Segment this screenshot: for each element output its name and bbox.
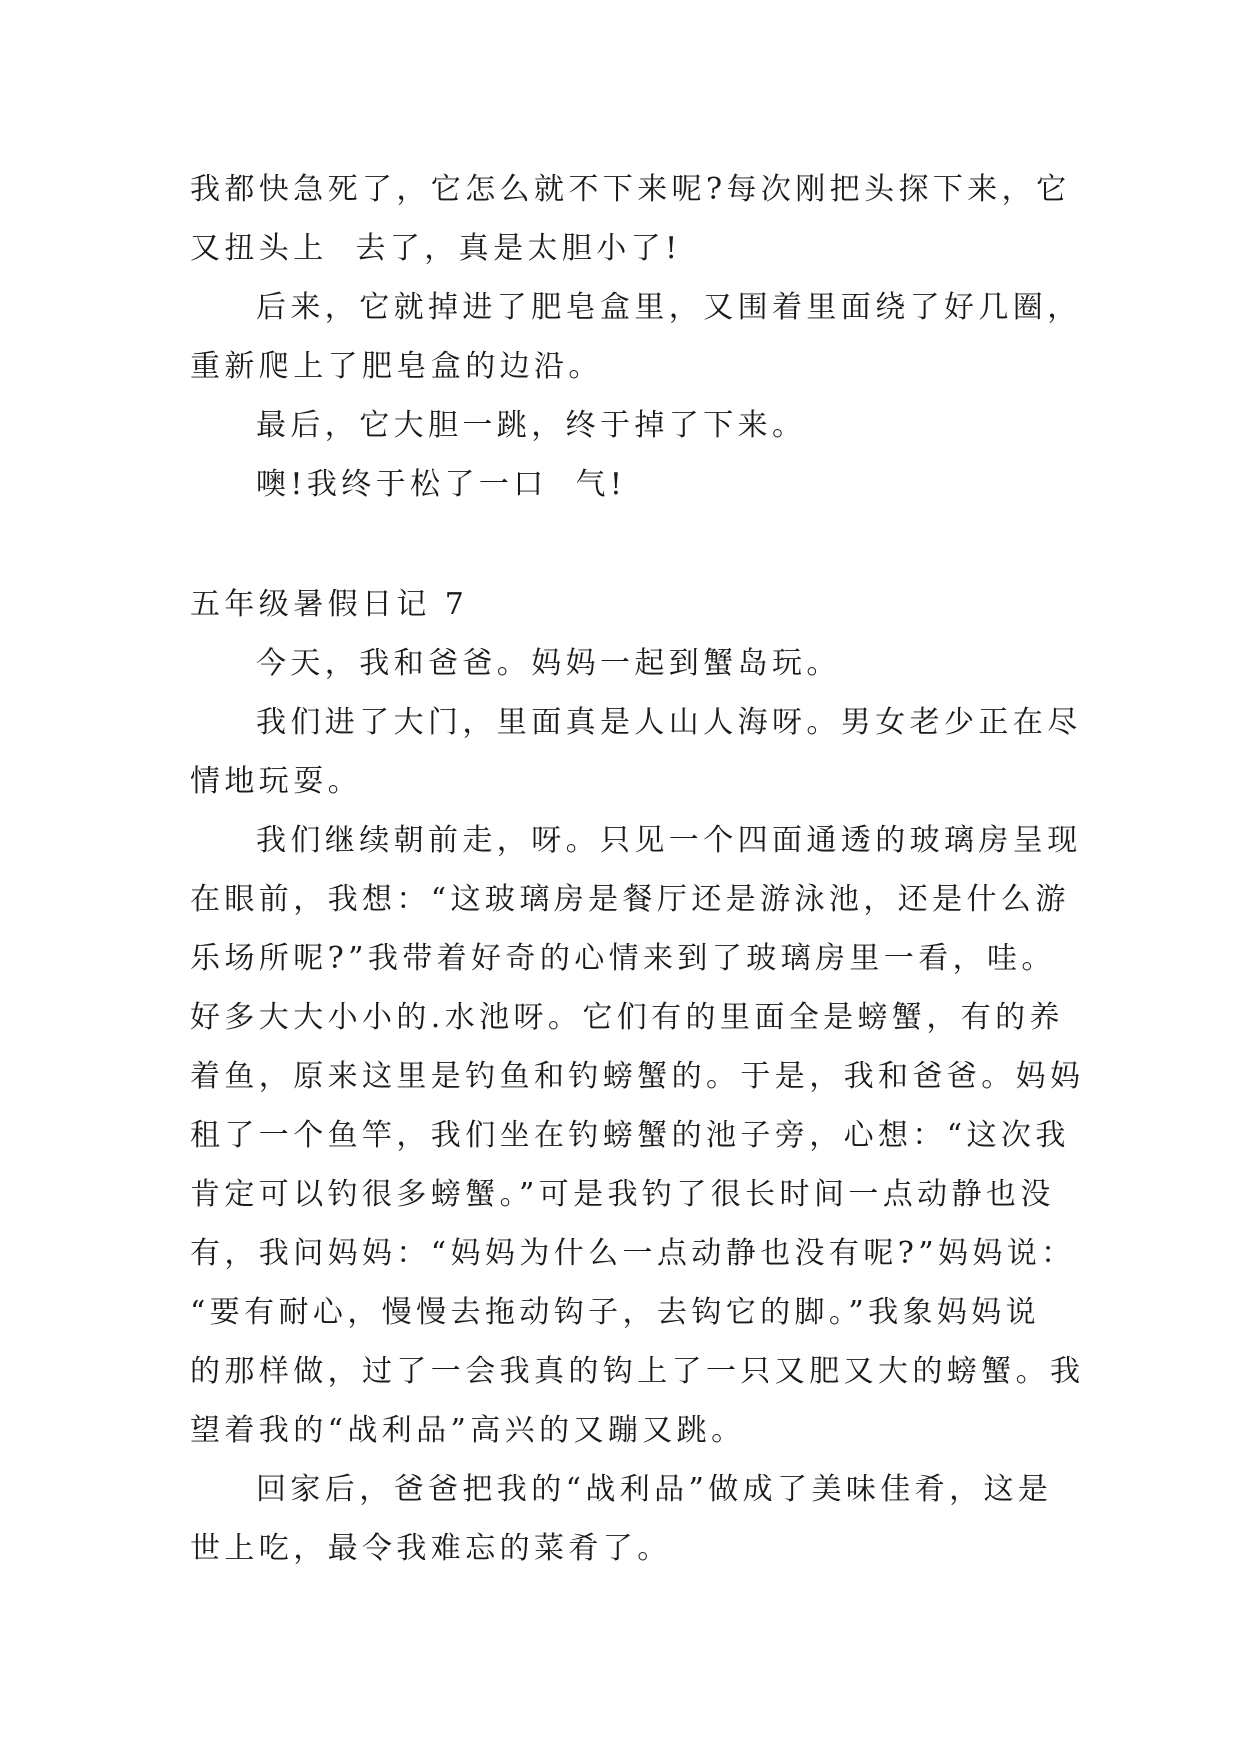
paragraph-line: 乐场所呢?”我带着好奇的心情来到了玻璃房里一看，哇。 <box>190 941 1056 976</box>
paragraph-line: 今天，我和爸爸。妈妈一起到蟹岛玩。 <box>256 646 841 681</box>
paragraph-line: 有，我问妈妈：“妈妈为什么一点动静也没有呢?”妈妈说： <box>190 1236 1076 1271</box>
paragraph-line: 又扭头上 去了，真是太胆小了! <box>190 231 682 266</box>
paragraph-line: 我们继续朝前走，呀。只见一个四面通透的玻璃房呈现 <box>256 823 1082 858</box>
paragraph-line: 在眼前，我想：“这玻璃房是餐厅还是游泳池，还是什么游 <box>190 882 1070 917</box>
paragraph-line: 最后，它大胆一跳，终于掉了下来。 <box>256 408 807 443</box>
paragraph-line: 我们进了大门，里面真是人山人海呀。男女老少正在尽 <box>256 705 1082 740</box>
paragraph-line: 重新爬上了肥皂盒的边沿。 <box>190 349 603 384</box>
paragraph-line: 租了一个鱼竿，我们坐在钓螃蟹的池子旁，心想：“这次我 <box>190 1118 1070 1153</box>
paragraph-line: 噢!我终于松了一口 气! <box>256 467 627 502</box>
paragraph-line: 后来，它就掉进了肥皂盒里，又围着里面绕了好几圈， <box>256 290 1082 325</box>
paragraph-line: 情地玩耍。 <box>190 764 362 799</box>
paragraph-line: 的那样做，过了一会我真的钩上了一只又肥又大的螃蟹。我 <box>190 1354 1085 1389</box>
paragraph-line: 我都快急死了，它怎么就不下来呢?每次刚把头探下来，它 <box>190 172 1071 207</box>
section-gap <box>190 514 1055 575</box>
previous-diary-ending <box>190 160 1082 514</box>
paragraph-line: 好多大大小小的.水池呀。它们有的里面全是螃蟹，有的养 <box>190 1000 1064 1035</box>
paragraph-line: 着鱼，原来这里是钓鱼和钓螃蟹的。于是，我和爸爸。妈妈 <box>190 1059 1085 1094</box>
paragraph-line: 世上吃，最令我难忘的菜肴了。 <box>190 1531 672 1566</box>
paragraph-line: 肯定可以钓很多螃蟹。”可是我钓了很长时间一点动静也没 <box>190 1177 1055 1212</box>
paragraph-line: 回家后，爸爸把我的“战利品”做成了美味佳肴，这是 <box>256 1472 1053 1507</box>
diary-entry <box>190 575 1085 1578</box>
document-page <box>190 160 1085 1578</box>
paragraph-line: “要有耐心，慢慢去拖动钩子，去钩它的脚。”我象妈妈说 <box>190 1295 1041 1330</box>
diary-title: 五年级暑假日记 7 <box>190 587 469 622</box>
paragraph-line: 望着我的“战利品”高兴的又蹦又跳。 <box>190 1413 746 1448</box>
